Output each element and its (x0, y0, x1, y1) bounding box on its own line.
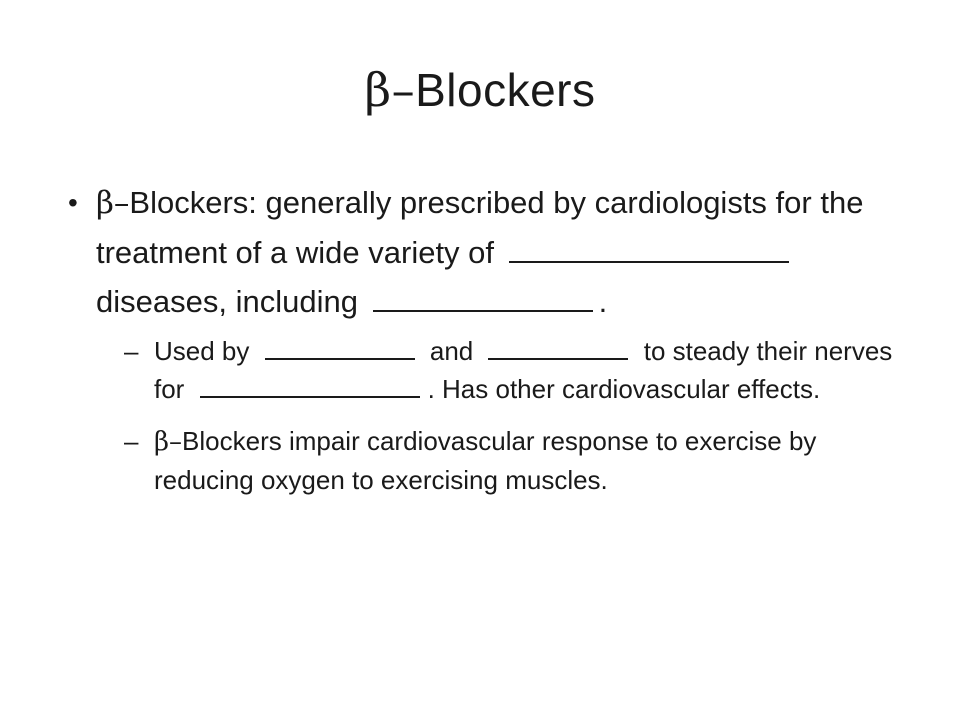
beta-symbol: β– (154, 427, 183, 457)
main-bullet-text-1: Blockers: generally prescribed by cardiologists for the treatment of a wide variety of (96, 185, 864, 270)
main-bullet-text-3: . (598, 284, 608, 319)
beta-symbol: β– (96, 185, 130, 221)
title-text: Blockers (415, 64, 596, 116)
sub-bullet-text-1: Used by (154, 336, 250, 366)
sub-bullet-text-1: Blockers impair cardiovascular response to exercise by reducing oxygen to exercising muscles. (154, 426, 817, 495)
beta-symbol: β– (364, 63, 416, 117)
sub-bullet-text-3: to steady their nerves for (154, 336, 893, 404)
sub-bullet-text-2: and (429, 336, 474, 366)
fill-in-blank (373, 279, 593, 312)
slide-title (0, 62, 960, 118)
dash-marker: – (124, 336, 139, 366)
bullet-marker: • (68, 187, 78, 218)
sub-bullet (124, 332, 908, 408)
main-bullet-text-2: diseases, including (96, 284, 358, 319)
fill-in-blank (509, 230, 789, 263)
fill-in-blank (488, 332, 628, 360)
dash-marker: – (124, 426, 139, 456)
slide-body (68, 178, 908, 513)
sub-bullet-list (124, 332, 908, 499)
main-bullet (68, 178, 908, 326)
sub-bullet (124, 422, 908, 499)
fill-in-blank (200, 370, 420, 398)
fill-in-blank (265, 332, 415, 360)
sub-bullet-text-4: . Has other cardiovascular effects. (427, 374, 821, 404)
